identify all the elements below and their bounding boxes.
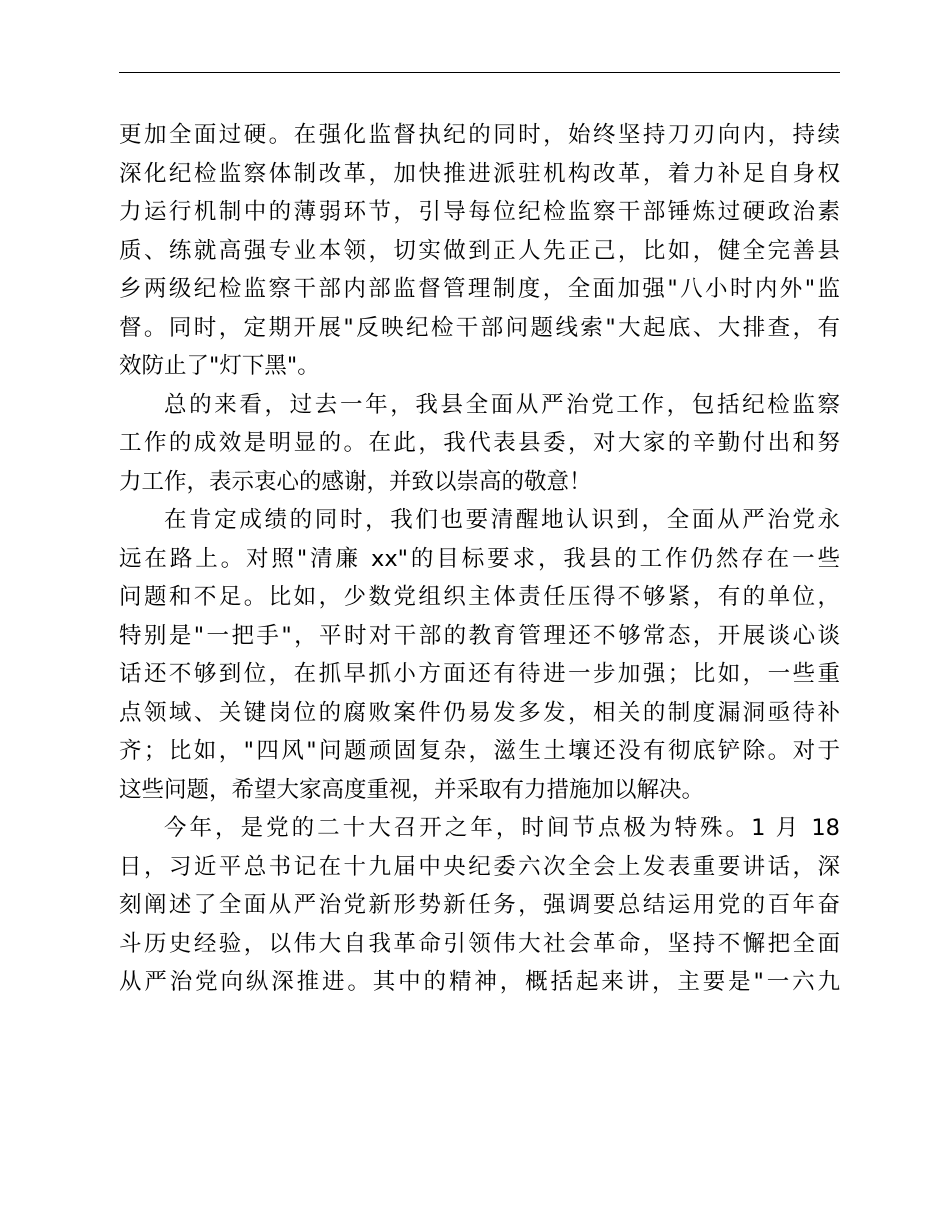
paragraph [119, 809, 840, 1002]
text-line: 齐；比如，"四风"问题顽固复杂，滋生土壤还没有彻底铲除。对于 [119, 738, 840, 764]
text-line: 更加全面过硬。在强化监督执纪的同时，始终坚持刀刃向内，持续 [119, 122, 840, 148]
paragraph [119, 501, 840, 809]
text-line: 日，习近平总书记在十九届中央纪委六次全会上发表重要讲话，深 [119, 853, 840, 880]
document-body [119, 116, 840, 1002]
text-line: 这些问题，希望大家高度重视，并采取有力措施加以解决。 [119, 776, 705, 803]
text-line: 斗历史经验，以伟大自我革命引领伟大社会革命，坚持不懈把全面 [119, 930, 840, 957]
text-line: 效防止了"灯下黑"。 [119, 353, 320, 379]
text-line: 问题和不足。比如，少数党组织主体责任压得不够紧，有的单位， [119, 584, 840, 610]
text-line: 在肯定成绩的同时，我们也要清醒地认识到，全面从严治党永 [164, 507, 840, 533]
text-line: 力运行机制中的薄弱环节，引导每位纪检监察干部锤炼过硬政治素 [119, 199, 840, 225]
text-line: 工作的成效是明显的。在此，我代表县委，对大家的辛勤付出和努 [119, 430, 840, 456]
text-line: 远在路上。对照"清廉 xx"的目标要求，我县的工作仍然存在一些 [119, 545, 840, 572]
text-line: 话还不够到位，在抓早抓小方面还有待进一步加强；比如，一些重 [119, 661, 840, 687]
text-line: 点领域、关键岗位的腐败案件仍易发多发，相关的制度漏洞亟待补 [119, 699, 840, 726]
text-line: 质、练就高强专业本领，切实做到正人先正己，比如，健全完善县 [119, 237, 840, 264]
text-line: 力工作，表示衷心的感谢，并致以崇高的敬意！ [119, 468, 592, 495]
header-rule [119, 72, 840, 73]
text-line: 总的来看，过去一年，我县全面从严治党工作，包括纪检监察 [164, 391, 840, 418]
text-line: 刻阐述了全面从严治党新形势新任务，强调要总结运用党的百年奋 [119, 892, 840, 918]
text-line: 乡两级纪检监察干部内部监督管理制度，全面加强"八小时内外"监 [119, 276, 840, 302]
text-line: 特别是"一把手"，平时对干部的教育管理还不够常态，开展谈心谈 [119, 622, 840, 649]
text-line: 今年，是党的二十大召开之年，时间节点极为特殊。1 月 18 [164, 815, 840, 841]
text-line: 深化纪检监察体制改革，加快推进派驻机构改革，着力补足自身权 [119, 160, 840, 187]
text-line: 督。同时，定期开展"反映纪检干部问题线索"大起底、大排查，有 [119, 314, 840, 341]
paragraph [119, 116, 840, 386]
paragraph [119, 386, 840, 502]
text-line: 从严治党向纵深推进。其中的精神，概括起来讲，主要是"一六九 [119, 969, 840, 995]
